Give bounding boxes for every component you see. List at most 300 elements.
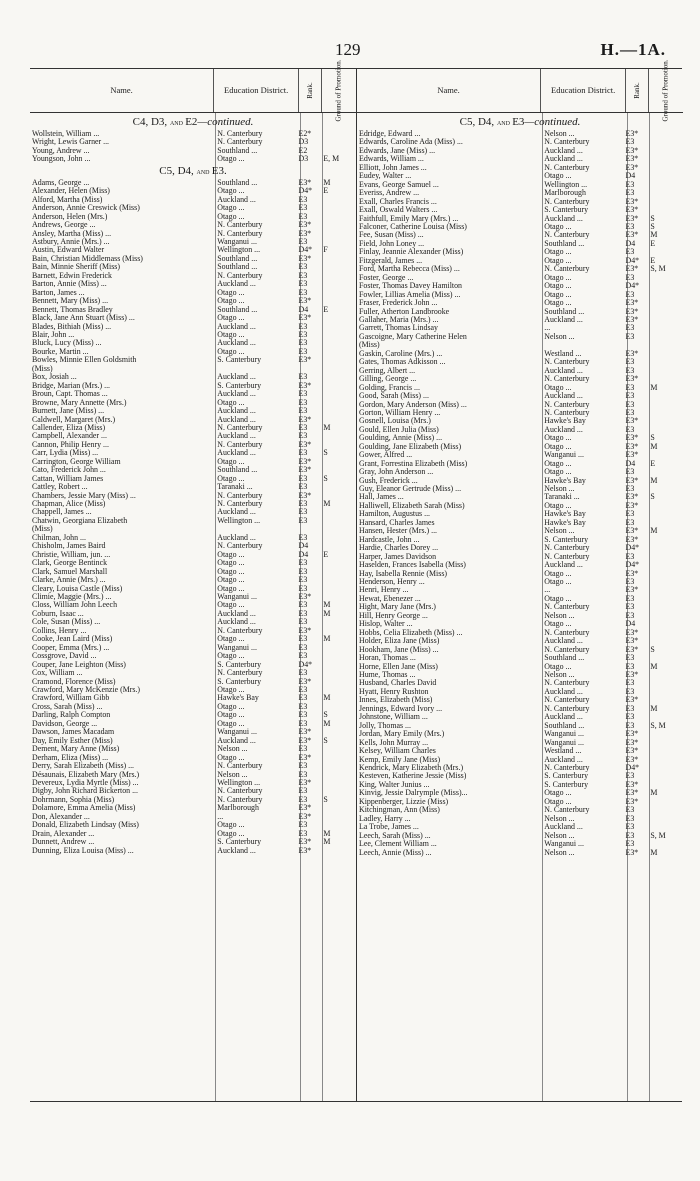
list-item [30, 508, 356, 516]
ground-of-promotion [646, 375, 683, 383]
list-item [357, 147, 683, 155]
rank: E3 [625, 180, 635, 189]
list-item [30, 838, 356, 846]
ground-of-promotion [319, 238, 356, 246]
list-item [30, 263, 356, 271]
teacher-name: Alexander, Helen (Miss) [32, 187, 110, 196]
education-district: N. Canterbury [544, 552, 590, 561]
ground-of-promotion [319, 441, 356, 449]
rank: E3 [298, 795, 308, 804]
list-item [30, 492, 356, 500]
education-district: Auckland ... [217, 373, 256, 382]
education-district: Auckland ... [217, 339, 256, 348]
ground-of-promotion [319, 661, 356, 669]
rank: E3 [625, 392, 635, 401]
ground-of-promotion [646, 138, 683, 146]
education-district: Otago ... [544, 594, 572, 603]
ground-of-promotion [319, 754, 356, 762]
teacher-name: Hardie, Charles Dorey ... [359, 544, 439, 553]
list-item [357, 654, 683, 662]
teacher-name: Gorton, William Henry ... [359, 408, 441, 417]
list-item [357, 578, 683, 586]
list-item [30, 678, 356, 686]
teacher-name: Clarke, Annie (Mrs.) ... [32, 576, 106, 585]
list-item [357, 739, 683, 747]
list-item [357, 324, 683, 332]
teacher-name: Good, Sarah (Miss) ... [359, 392, 429, 401]
ground-of-promotion: M [650, 789, 658, 798]
rank: D4 [625, 239, 636, 248]
ground-of-promotion [646, 798, 683, 806]
rank: E3* [298, 838, 312, 847]
rank: E3 [625, 408, 635, 417]
education-district: Otago ... [544, 578, 572, 587]
teacher-name: Jolly, Thomas ... [359, 721, 411, 730]
rank: E3* [625, 696, 639, 705]
teacher-name: Alford, Martha (Miss) [32, 195, 103, 204]
list-item [30, 130, 356, 138]
rank: E3* [298, 626, 312, 635]
ground-of-promotion: M [650, 527, 658, 536]
rank: E3 [298, 567, 308, 576]
ground-of-promotion [646, 586, 683, 594]
teacher-name: Carrington, George William [32, 457, 121, 466]
rank: E3 [298, 584, 308, 593]
teacher-name: Hookham, Jane (Miss) ... [359, 645, 439, 654]
rank: E3 [298, 686, 308, 694]
rank: E3 [625, 222, 635, 231]
list-item [357, 730, 683, 738]
rank: E3* [625, 315, 639, 324]
list-item [30, 382, 356, 390]
education-district: N. Canterbury [544, 679, 590, 688]
education-district: Otago ... [217, 584, 245, 593]
teacher-name: Lee, Clement William ... [359, 840, 437, 849]
list-item [30, 416, 356, 424]
rank: E3* [625, 349, 639, 358]
left-column [30, 59, 357, 1101]
teacher-name: (Miss) [32, 525, 53, 534]
education-district: Auckland ... [217, 432, 256, 441]
page-number: 129 [335, 40, 361, 59]
rank: E3 [298, 195, 308, 204]
list-item [357, 443, 683, 451]
teacher-name: Donald, Elizabeth Lindsay (Miss) [32, 821, 139, 830]
rank: E3 [625, 485, 635, 494]
teacher-name: Cattan, William James [32, 474, 104, 483]
rank: E3* [298, 677, 312, 686]
rank: E3* [298, 593, 312, 602]
teacher-name: Holder, Eliza Jane (Miss) [359, 637, 440, 646]
teacher-name: Foster, George ... [359, 273, 414, 282]
education-district: Auckland ... [544, 366, 583, 375]
teacher-name: Kippenberger, Lizzie (Miss) [359, 797, 449, 806]
list-item [30, 593, 356, 601]
education-district: Otago ... [217, 457, 245, 466]
list-item [30, 576, 356, 584]
teacher-name: Leech, Sarah (Miss) ... [359, 831, 431, 840]
education-district: Otago ... [544, 468, 572, 477]
education-district: Otago ... [217, 753, 245, 762]
ground-of-promotion: S, M [650, 721, 666, 730]
list-item [30, 728, 356, 736]
list-item [357, 451, 683, 459]
teacher-name: Closs, William John Leech [32, 601, 118, 610]
teacher-name: Collins, Henry ... [32, 626, 87, 635]
ground-of-promotion [646, 578, 683, 586]
teacher-name: Cato, Frederick John ... [32, 466, 106, 475]
rank: D4 [298, 550, 309, 559]
ground-of-promotion [646, 671, 683, 679]
rank: E3 [298, 643, 308, 652]
teacher-name: La Trobe, James ... [359, 823, 419, 832]
rank: E3* [298, 356, 312, 365]
teacher-name: Dement, Mary Anne (Miss) [32, 745, 120, 754]
ground-of-promotion [319, 255, 356, 263]
education-district: Nelson ... [544, 332, 575, 341]
list-item [357, 629, 683, 637]
rank: E3* [625, 738, 639, 747]
teacher-name: Henri, Henry ... [359, 586, 409, 595]
education-district: N. Canterbury [217, 130, 263, 138]
ground-of-promotion [319, 618, 356, 626]
teacher-name: Fee, Susan (Miss) ... [359, 231, 424, 240]
education-district: Otago ... [217, 567, 245, 576]
rank: E3 [625, 273, 635, 282]
list-item [357, 155, 683, 163]
ground-of-promotion: M [323, 829, 331, 838]
ground-of-promotion [646, 764, 683, 772]
teacher-name: Anderson, Helen (Mrs.) [32, 212, 108, 221]
ground-of-promotion [646, 510, 683, 518]
ground-of-promotion [319, 762, 356, 770]
list-item [357, 603, 683, 611]
list-item [30, 618, 356, 626]
education-district: Nelson ... [544, 814, 575, 823]
education-district: N. Canterbury [217, 491, 263, 500]
teacher-name: Darling, Ralph Compton [32, 711, 111, 720]
teacher-name: Davidson, George ... [32, 719, 98, 728]
teacher-name: Bain, Christian Middlemass (Miss) [32, 254, 143, 263]
education-district: Wanganui ... [544, 451, 584, 460]
ground-of-promotion [646, 164, 683, 172]
rank: E3 [625, 138, 635, 147]
rank: E3* [298, 846, 312, 855]
teacher-name: Gaskin, Caroline (Mrs.) ... [359, 349, 443, 358]
education-district: Auckland ... [544, 155, 583, 164]
teacher-name: Barton, Annie (Miss) ... [32, 280, 107, 289]
education-district: Southland ... [544, 654, 585, 663]
education-district: Southland ... [217, 466, 258, 475]
education-district: Hawke's Bay [544, 476, 586, 485]
education-district: Wanganui ... [217, 728, 257, 737]
teacher-name: Carr, Lydia (Miss) ... [32, 449, 99, 458]
list-item [30, 238, 356, 246]
teacher-name: Kelsey, William Charles [359, 747, 436, 756]
rank: D4* [298, 246, 313, 255]
ground-of-promotion [646, 358, 683, 366]
list-item [357, 367, 683, 375]
ground-of-promotion [319, 399, 356, 407]
list-item [357, 713, 683, 721]
list-item [357, 722, 683, 730]
list-item [357, 198, 683, 206]
education-district: Auckland ... [544, 392, 583, 401]
education-district: Otago ... [217, 204, 245, 213]
rank: E3 [625, 290, 635, 299]
ground-of-promotion [319, 382, 356, 390]
rank: E3* [625, 747, 639, 756]
teacher-name: Faithfull, Emily Mary (Mrs.) ... [359, 214, 459, 223]
ground-of-promotion [646, 536, 683, 544]
right-column [357, 59, 683, 1101]
list-item [30, 323, 356, 331]
education-district: N. Canterbury [544, 806, 590, 815]
ground-of-promotion: M [323, 178, 331, 187]
education-district: N. Canterbury [544, 544, 590, 553]
ground-of-promotion [319, 138, 356, 146]
rank: E3 [298, 500, 308, 509]
ground-of-promotion [319, 568, 356, 576]
teacher-name: Dawson, James Macadam [32, 728, 115, 737]
ground-of-promotion [646, 206, 683, 214]
teacher-name: Gilling, George ... [359, 375, 417, 384]
rank: E3 [625, 594, 635, 603]
teacher-name: Hewat, Ebenezer ... [359, 594, 421, 603]
list-item [357, 248, 683, 256]
education-district: N. Canterbury [544, 763, 590, 772]
ground-of-promotion [319, 703, 356, 711]
teacher-name: Browne, Mary Annette (Mrs.) [32, 398, 127, 407]
teacher-name: Cossgrove, David ... [32, 652, 97, 661]
list-item [30, 475, 356, 483]
ground-of-promotion [646, 654, 683, 662]
education-district: Wellington ... [544, 180, 588, 189]
ground-of-promotion [646, 603, 683, 611]
ground-of-promotion: S [650, 222, 655, 231]
rank: D3 [298, 155, 309, 164]
teacher-name: Chatwin, Georgiana Elizabeth [32, 516, 128, 525]
teacher-name: Burnett, Jane (Miss) ... [32, 407, 105, 416]
education-district: Auckland ... [217, 415, 256, 424]
list-item [30, 652, 356, 660]
section-title: C5, D4, and E3. [159, 164, 227, 177]
list-item [30, 196, 356, 204]
education-district: Nelson ... [544, 611, 575, 620]
teacher-name: Jennings, Edward Ivory ... [359, 704, 443, 713]
ground-of-promotion [646, 324, 683, 332]
teacher-name: Fraser, Frederick John ... [359, 299, 438, 308]
ground-of-promotion [319, 356, 356, 364]
ground-of-promotion: M [650, 704, 658, 713]
teacher-name: Devereux, Lydia Myrtle (Miss) ... [32, 778, 139, 787]
education-district: N. Canterbury [544, 163, 590, 172]
teacher-name: Gray, John Anderson ... [359, 468, 434, 477]
rank: E3 [625, 823, 635, 832]
teacher-name: Callender, Eliza (Miss) [32, 423, 106, 432]
education-district: S. Canterbury [217, 838, 262, 847]
list-item [30, 246, 356, 254]
education-district: Otago ... [217, 635, 245, 644]
education-district: Wanganui ... [217, 237, 257, 246]
ground-of-promotion [319, 280, 356, 288]
list-item [30, 542, 356, 550]
ground-of-promotion [319, 213, 356, 221]
ground-of-promotion: S [650, 645, 655, 654]
education-district: N. Canterbury [544, 696, 590, 705]
ground-of-promotion [319, 559, 356, 567]
rank: E3* [298, 736, 312, 745]
rank: D4* [298, 660, 313, 669]
page-code: H.—1A. [600, 40, 666, 59]
ground-of-promotion [646, 823, 683, 831]
education-district: N. Canterbury [544, 375, 590, 384]
rank: E3 [625, 332, 635, 341]
teacher-name: King, Walter Junius ... [359, 780, 430, 789]
list-item [357, 189, 683, 197]
education-district: Nelson ... [544, 831, 575, 840]
ground-of-promotion [646, 637, 683, 645]
rank: E3 [298, 508, 308, 517]
rank: E3 [625, 552, 635, 561]
rank: E3* [625, 797, 639, 806]
rank: D4* [298, 187, 313, 196]
ground-of-promotion [646, 350, 683, 358]
teacher-name: Hyatt, Henry Rushton [359, 687, 429, 696]
ground-of-promotion [319, 644, 356, 652]
rank: E3 [625, 383, 635, 392]
teacher-name: Edwards, Jane (Miss) ... [359, 146, 436, 155]
ground-of-promotion [646, 815, 683, 823]
education-district: Otago ... [217, 576, 245, 585]
rank: E3 [625, 425, 635, 434]
ground-of-promotion [646, 781, 683, 789]
list-item [30, 483, 356, 491]
teacher-name: Christie, William, jun. ... [32, 550, 111, 559]
rank: E2 [298, 146, 308, 155]
ground-of-promotion [646, 679, 683, 687]
list-item [357, 282, 683, 290]
list-item [357, 815, 683, 823]
ground-of-promotion [319, 542, 356, 550]
rank: D4* [625, 282, 640, 291]
teacher-name: Dunning, Eliza Louisa (Miss) ... [32, 846, 134, 855]
rank: E3* [625, 569, 639, 578]
education-district: N. Canterbury [217, 138, 263, 147]
teacher-name: Eudey, Walter ... [359, 172, 412, 181]
list-item [30, 399, 356, 407]
education-district: Southland ... [217, 146, 258, 155]
teacher-name: Barton, James ... [32, 288, 85, 297]
rank: E3 [298, 474, 308, 483]
teacher-name: Kesteven, Katherine Jessie (Miss) [359, 772, 467, 781]
ground-of-promotion [319, 821, 356, 829]
rank: E3 [625, 611, 635, 620]
education-district: Wanganui ... [217, 643, 257, 652]
rank: E3* [625, 434, 639, 443]
teacher-name: Exall, Charles Francis ... [359, 197, 437, 206]
teacher-name: Hislop, Walter ... [359, 620, 413, 629]
ground-of-promotion [319, 627, 356, 635]
rank: E3 [298, 204, 308, 213]
education-district: Otago ... [544, 256, 572, 265]
teacher-name: Drain, Alexander ... [32, 829, 95, 838]
rank: E3 [625, 248, 635, 257]
rank: E3 [298, 390, 308, 399]
rank: E3* [298, 297, 312, 306]
rank: E3 [625, 358, 635, 367]
ground-of-promotion [646, 181, 683, 189]
education-district: Otago ... [217, 288, 245, 297]
ground-of-promotion [319, 847, 356, 855]
ground-of-promotion: M [323, 635, 331, 644]
education-district: Auckland ... [217, 609, 256, 618]
list-item [30, 703, 356, 711]
ground-of-promotion [319, 779, 356, 787]
rank: E3 [625, 772, 635, 781]
rank: D4 [298, 305, 309, 314]
ground-of-promotion [319, 130, 356, 138]
rank: E3* [625, 755, 639, 764]
rank: E3 [625, 687, 635, 696]
education-district: Otago ... [544, 273, 572, 282]
teacher-name: Hansen, Hester (Mrs.) ... [359, 527, 438, 536]
education-district: Auckland ... [544, 146, 583, 155]
ground-of-promotion [319, 804, 356, 812]
rank: E3 [625, 654, 635, 663]
ground-of-promotion: S, M [650, 831, 666, 840]
teacher-name: Caldwell, Margaret (Mrs.) [32, 415, 116, 424]
rank: E3* [625, 628, 639, 637]
list-item [357, 586, 683, 594]
ground-of-promotion [319, 297, 356, 305]
ground-of-promotion [319, 483, 356, 491]
list-item [357, 789, 683, 797]
list-item [30, 449, 356, 457]
list-item [357, 688, 683, 696]
education-district: N. Canterbury [544, 408, 590, 417]
teacher-name: Clark, George Bentinck [32, 559, 108, 568]
list-item [30, 601, 356, 609]
education-district: N. Canterbury [217, 669, 263, 678]
ground-of-promotion [646, 468, 683, 476]
ground-of-promotion [646, 341, 683, 349]
teacher-name: Haselden, Frances Isabella (Miss) [359, 561, 466, 570]
list-item [357, 840, 683, 848]
rank: E3* [625, 671, 639, 679]
rank: E3 [625, 814, 635, 823]
education-district: Otago ... [544, 383, 572, 392]
rank: E3 [298, 263, 308, 272]
teacher-name: Gates, Thomas Adkisson ... [359, 358, 446, 367]
teacher-name: Edwards, William ... [359, 155, 424, 164]
ground-of-promotion [646, 189, 683, 197]
education-district: Otago ... [544, 459, 572, 468]
education-district: Taranaki ... [217, 483, 253, 492]
rank: E3* [625, 442, 639, 451]
rank: D4 [625, 459, 636, 468]
list-item [357, 823, 683, 831]
ground-of-promotion [319, 678, 356, 686]
rank: E3 [625, 510, 635, 519]
teacher-name: Cross, Sarah (Miss) ... [32, 702, 103, 711]
ground-of-promotion: M [323, 601, 331, 610]
list-item [357, 806, 683, 814]
list-item [30, 847, 356, 855]
list-item [357, 696, 683, 704]
teacher-name: Kendrick, Mary Elizabeth (Mrs.) [359, 763, 464, 772]
list-item [357, 417, 683, 425]
